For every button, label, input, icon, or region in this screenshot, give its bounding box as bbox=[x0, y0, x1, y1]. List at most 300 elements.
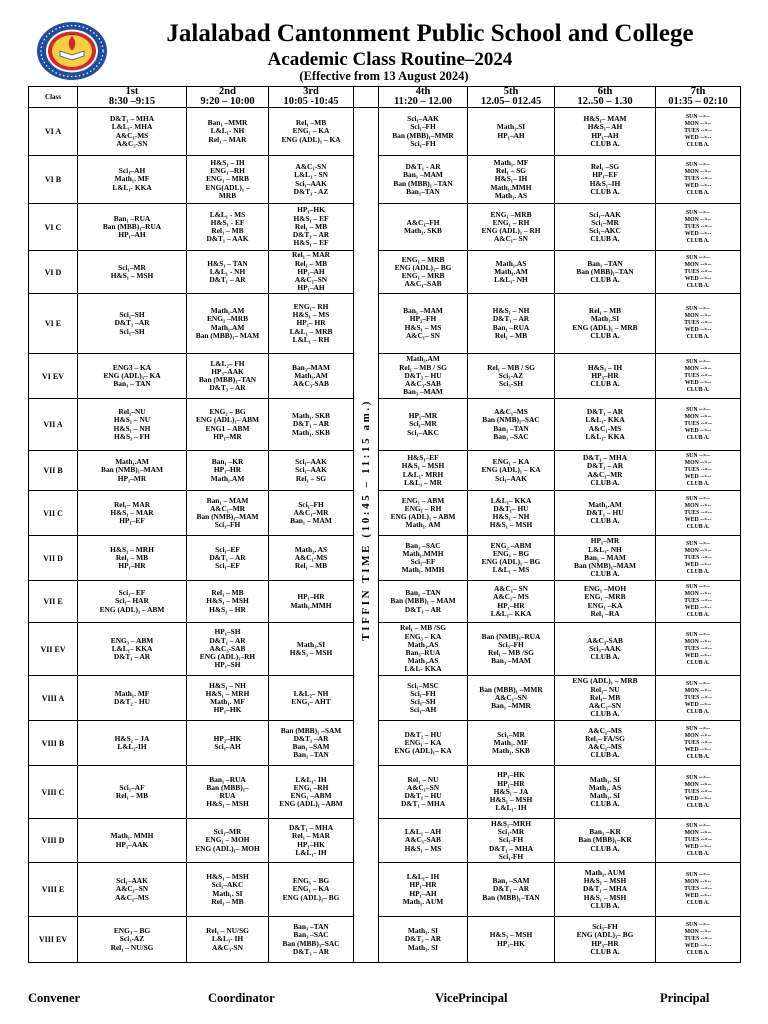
subject-teacher-entry: A&C₁–SN bbox=[115, 884, 149, 894]
subject-teacher-entry: L&L₁– KKA bbox=[111, 643, 153, 653]
subject-teacher-entry: H&S₁ – NH bbox=[113, 423, 151, 433]
subject-teacher-entry: Sci₁–EF bbox=[215, 561, 240, 571]
subject-teacher-entry: CLUB A. bbox=[590, 652, 620, 662]
period-cell bbox=[468, 108, 555, 156]
period-cell bbox=[379, 917, 468, 963]
period-cell bbox=[555, 819, 656, 863]
seventh-period-entry: MON --×-- bbox=[684, 732, 712, 739]
subject-teacher-entry: D&T₁ – MHA bbox=[400, 799, 446, 809]
subject-teacher-entry: MRB bbox=[218, 190, 237, 200]
period-cell bbox=[379, 156, 468, 204]
subject-teacher-entry: H&S₁ – IH bbox=[210, 157, 245, 167]
seventh-period-entry: CLUB A. bbox=[686, 386, 710, 393]
subject-teacher-entry: Math₁.SI bbox=[590, 314, 620, 324]
subject-teacher-entry: D&T₁ – AR bbox=[404, 604, 442, 614]
subject-teacher-entry: L&L₁ – MR bbox=[404, 477, 442, 487]
seventh-period-entry: TUES --×-- bbox=[684, 598, 712, 604]
subject-teacher-entry: CLUB A. bbox=[590, 234, 620, 244]
subject-teacher-entry: L&L₁ – MRB bbox=[289, 326, 333, 336]
subject-teacher-entry: H&S₁ – MRH bbox=[205, 688, 250, 698]
seventh-period-entry: SUN --×-- bbox=[685, 540, 711, 547]
period-cell bbox=[187, 581, 269, 623]
period-cell bbox=[269, 156, 354, 204]
subject-teacher-entry: Sci₁–MR bbox=[497, 729, 525, 739]
subject-teacher-entry: D&T₁ – AR bbox=[292, 419, 330, 429]
convener-signature-label: Convener bbox=[28, 991, 81, 1005]
subject-teacher-entry: Sci₁–EF bbox=[410, 557, 436, 566]
subject-teacher-entry: Ban (MBB)₁–RUA bbox=[102, 221, 162, 231]
subject-teacher-entry: Math₁. AS bbox=[588, 782, 622, 792]
subject-teacher-entry: Rel₁ – NU bbox=[407, 774, 439, 784]
subject-teacher-entry: Math₃.AM bbox=[406, 354, 440, 364]
class-name: VI A bbox=[29, 108, 78, 156]
subject-teacher-entry: D&T₁ – AR bbox=[492, 314, 530, 324]
subject-teacher-entry: L&L₁– KKA bbox=[490, 495, 532, 505]
seventh-period-entry: MON --×-- bbox=[684, 121, 712, 127]
seventh-period-entry: TUES --×-- bbox=[684, 467, 712, 473]
subject-teacher-entry: Ban (MBB)₁– bbox=[206, 782, 249, 792]
seventh-period-entry: CLUB A. bbox=[686, 802, 710, 809]
subject-teacher-entry: H&S₁ – MAR bbox=[110, 507, 154, 517]
class-name: VI E bbox=[29, 294, 78, 354]
seventh-period-entry: WED --×-- bbox=[684, 795, 712, 802]
subject-teacher-entry: A&C₁–MR bbox=[209, 503, 246, 513]
period-cell bbox=[269, 766, 354, 819]
subject-teacher-entry: Sci₁-FH bbox=[498, 851, 524, 861]
period-header bbox=[187, 87, 269, 108]
period-cell bbox=[187, 491, 269, 536]
period-cell bbox=[187, 251, 269, 294]
period-cell bbox=[468, 251, 555, 294]
routine-title: Academic Class Routine–2024 bbox=[267, 49, 513, 70]
subject-teacher-entry: Math₁. MF bbox=[114, 174, 150, 184]
period-cell bbox=[379, 863, 468, 917]
subject-teacher-entry: Ban (MBB)₁ –SAM bbox=[280, 725, 342, 735]
subject-teacher-entry: L&L₁ - NH bbox=[209, 266, 246, 276]
subject-teacher-entry: H&S₁–IH bbox=[589, 178, 621, 188]
subject-teacher-entry: A&C₁–MS bbox=[494, 407, 528, 417]
subject-teacher-entry: D&T₂ – HU bbox=[404, 729, 442, 739]
subject-teacher-entry: Ban₃ –KR bbox=[589, 827, 621, 837]
school-logo bbox=[36, 21, 108, 81]
subject-teacher-entry: Rel₁– MAR bbox=[113, 499, 151, 509]
period-cell bbox=[78, 354, 187, 399]
subject-teacher-entry: H&S₁ – MRH bbox=[110, 544, 154, 554]
subject-teacher-entry: L&L₂– NH bbox=[293, 688, 329, 698]
subject-teacher-entry: Sci₁–SH bbox=[410, 697, 436, 706]
subject-teacher-entry: Ban₁ –TAN bbox=[493, 423, 529, 433]
subject-teacher-entry: H&S₁ – NH bbox=[492, 306, 530, 316]
period-cell bbox=[78, 451, 187, 491]
subject-teacher-entry: Ban₁ – MAM bbox=[584, 552, 626, 562]
period-cell bbox=[269, 819, 354, 863]
subject-teacher-entry: L&L₁- KKA bbox=[585, 415, 625, 425]
subject-teacher-entry: Math₁. AS bbox=[294, 544, 328, 554]
subject-teacher-entry: CLUB A. bbox=[590, 900, 620, 910]
seventh-period-entry: SUN --×-- bbox=[685, 407, 711, 413]
seventh-period-entry: CLUB A. bbox=[686, 334, 710, 340]
subject-teacher-entry: CLUB A. bbox=[590, 477, 620, 487]
subject-teacher-entry: D&T₁ - AR bbox=[405, 162, 441, 172]
subject-teacher-entry: Sci₃-AZ bbox=[119, 934, 145, 944]
school-name: Jalalabad Cantonment Public School and College bbox=[166, 20, 694, 47]
subject-teacher-entry: A&C₂-SN bbox=[116, 138, 148, 148]
period-cell bbox=[78, 721, 187, 766]
period-time: 8:30 –9:15 bbox=[108, 96, 156, 107]
period-header bbox=[468, 87, 555, 108]
subject-teacher-entry: Ban₁ –MMR bbox=[491, 701, 531, 711]
subject-teacher-entry: HP₁–EF bbox=[592, 170, 618, 180]
subject-teacher-entry: A&C₃-SN bbox=[212, 942, 243, 952]
seventh-period-entry: MON --×-- bbox=[684, 591, 712, 597]
subject-teacher-entry: HP₁–MR bbox=[117, 473, 147, 483]
subject-teacher-entry: Math₁.AM bbox=[588, 499, 622, 509]
subject-teacher-entry: Math₃.AS bbox=[407, 656, 439, 666]
subject-teacher-entry: Sci₁–FH bbox=[410, 688, 436, 698]
class-row bbox=[29, 766, 741, 819]
subject-teacher-entry: Sci₁–AAK bbox=[295, 465, 327, 475]
subject-teacher-entry: ENG₁ – KA bbox=[292, 126, 330, 136]
subject-teacher-entry: L&L₁- IH bbox=[295, 774, 327, 784]
subject-teacher-entry: HP₁–MR bbox=[213, 431, 242, 441]
seventh-period-entry: MON --×-- bbox=[684, 879, 712, 885]
period-cell bbox=[187, 108, 269, 156]
seventh-period-entry: CLUB A. bbox=[686, 753, 710, 760]
seventh-period-cell bbox=[656, 623, 741, 676]
subject-teacher-entry: A&C₃-SAB bbox=[587, 635, 623, 645]
subject-teacher-entry: D&T₃ – AR bbox=[404, 934, 442, 944]
period-cell bbox=[468, 491, 555, 536]
seventh-period-entry: WED --×-- bbox=[684, 746, 712, 753]
seventh-period-entry: CLUB A. bbox=[686, 190, 710, 196]
subject-teacher-entry: Sci₁–FH bbox=[214, 520, 241, 530]
subject-teacher-entry: H&S₁ – MS bbox=[404, 843, 442, 853]
subject-teacher-entry: ENG (ADL)₃– KA bbox=[103, 370, 161, 380]
subject-teacher-entry: H&S₁– AH bbox=[587, 122, 623, 132]
subject-teacher-entry: Math₁.AS bbox=[495, 258, 527, 268]
seventh-period-cell bbox=[656, 294, 741, 354]
seventh-period-entry: WED --×-- bbox=[684, 230, 712, 237]
period-cell bbox=[269, 917, 354, 963]
period-time: 12.05– 012.45 bbox=[480, 96, 542, 107]
period-cell bbox=[468, 863, 555, 917]
subject-teacher-entry: A&C₁– MS bbox=[493, 592, 529, 602]
subject-teacher-entry: H&S₁ – EF bbox=[293, 213, 329, 223]
seventh-period-cell bbox=[656, 536, 741, 581]
subject-teacher-entry: Sci₁–MR bbox=[213, 827, 242, 837]
period-cell bbox=[555, 451, 656, 491]
period-cell bbox=[269, 451, 354, 491]
subject-teacher-entry: HP₁–HK bbox=[213, 705, 242, 715]
subject-teacher-entry: ENG₁ – KA bbox=[404, 737, 442, 747]
subject-teacher-entry: L&L₃- IH bbox=[211, 934, 244, 944]
subject-teacher-entry: CLUB A. bbox=[590, 330, 620, 340]
subject-teacher-entry: H&S₁ – NH bbox=[492, 512, 530, 521]
class-routine-table bbox=[28, 86, 741, 963]
period-cell bbox=[555, 721, 656, 766]
seventh-period-entry: TUES --×-- bbox=[684, 936, 712, 942]
subject-teacher-entry: Ban (MBB)₁– MAM bbox=[195, 330, 260, 340]
seventh-period-cell bbox=[656, 251, 741, 294]
seventh-period-entry: CLUB A. bbox=[686, 950, 710, 956]
subject-teacher-entry: Math₁. MF bbox=[114, 688, 150, 698]
subject-teacher-entry: CLUB A. bbox=[590, 799, 620, 809]
subject-teacher-entry: ENG₂ –ABM bbox=[490, 540, 532, 550]
seventh-period-cell bbox=[656, 491, 741, 536]
class-name: VI C bbox=[29, 204, 78, 251]
period-cell bbox=[78, 108, 187, 156]
subject-teacher-entry: A&C₁-MS bbox=[115, 130, 149, 140]
seventh-period-entry: WED --×-- bbox=[684, 474, 712, 480]
period-cell bbox=[468, 204, 555, 251]
seventh-period-entry: CLUB A. bbox=[686, 481, 710, 487]
subject-teacher-entry: D&T₂ - HU bbox=[114, 697, 150, 706]
subject-teacher-entry: D&T₁ – AR bbox=[209, 635, 246, 645]
subject-teacher-entry: RUA bbox=[219, 791, 236, 800]
seventh-period-entry: WED --×-- bbox=[684, 943, 712, 949]
subject-teacher-entry: Rel₁ – MB /SG bbox=[488, 648, 534, 657]
subject-teacher-entry: L&L₁- KKA bbox=[585, 431, 625, 441]
subject-teacher-entry: Sci₁–MR bbox=[591, 217, 619, 227]
seventh-period-entry: SUN --×-- bbox=[685, 872, 711, 878]
subject-teacher-entry: HP₃–HR bbox=[591, 938, 619, 948]
seventh-period-entry: SUN --×-- bbox=[685, 254, 711, 261]
subject-teacher-entry: ENG₁ – MRB bbox=[401, 254, 445, 264]
subject-teacher-entry: Ban₁–TAN bbox=[406, 186, 440, 196]
period-cell bbox=[187, 917, 269, 963]
subject-teacher-entry: ENG₁ – BG bbox=[292, 876, 330, 886]
subject-teacher-entry: ENG₁ – ABM bbox=[401, 495, 445, 505]
subject-teacher-entry: D&T₁ – HU bbox=[404, 791, 442, 800]
period-cell bbox=[555, 676, 656, 721]
seventh-period-cell bbox=[656, 354, 741, 399]
subject-teacher-entry: D&T₃ – AR bbox=[209, 383, 246, 393]
class-row bbox=[29, 721, 741, 766]
subject-teacher-entry: H&S₁ – MSH bbox=[489, 520, 533, 530]
subject-teacher-entry: Sci₁–AAK bbox=[589, 209, 621, 219]
subject-teacher-entry: Ban (MBB)₁–TAN bbox=[576, 266, 634, 276]
period-cell bbox=[468, 766, 555, 819]
subject-teacher-entry: ENG₁ – MOH bbox=[205, 835, 250, 845]
subject-teacher-entry: Sci₁– EF bbox=[118, 588, 146, 598]
subject-teacher-entry: HP₃–HR bbox=[591, 370, 619, 380]
subject-teacher-entry: Rel₁–NU bbox=[118, 407, 146, 417]
subject-teacher-entry: ENG₁ –MOH bbox=[583, 584, 627, 594]
seventh-period-entry: CLUB A. bbox=[686, 237, 710, 244]
period-cell bbox=[269, 294, 354, 354]
subject-teacher-entry: ENG (ADL)₁ – MRB bbox=[572, 676, 638, 686]
period-cell bbox=[187, 354, 269, 399]
seventh-period-entry: WED --×-- bbox=[684, 379, 712, 386]
period-time: 9:20 – 10:00 bbox=[200, 96, 255, 107]
period-cell bbox=[78, 399, 187, 451]
period-cell bbox=[269, 623, 354, 676]
subject-teacher-entry: H&S₁ – MS bbox=[292, 310, 330, 320]
subject-teacher-entry: Sci₁–AKC bbox=[407, 427, 439, 437]
subject-teacher-entry: L&L₁- IH bbox=[495, 803, 527, 813]
vice-principal-signature-label: VicePrincipal bbox=[435, 991, 508, 1005]
subject-teacher-entry: ENG₁ – RH bbox=[492, 217, 530, 227]
subject-teacher-entry: HP₁–HR bbox=[409, 880, 437, 890]
seventh-period-cell bbox=[656, 451, 741, 491]
period-time: 01:35 – 02:10 bbox=[668, 96, 728, 107]
subject-teacher-entry: HP₁–AAK bbox=[115, 839, 149, 849]
seventh-period-entry: TUES --×-- bbox=[684, 372, 712, 379]
subject-teacher-entry: Ban (MBB)₁ –TAN bbox=[393, 178, 453, 188]
period-cell bbox=[555, 491, 656, 536]
subject-teacher-entry: Ban (NMB)₁–MAM bbox=[574, 561, 636, 571]
routine-table-header bbox=[29, 87, 741, 108]
subject-teacher-entry: HP₁–SH bbox=[214, 660, 241, 670]
subject-teacher-entry: CLUB A. bbox=[590, 750, 620, 760]
class-name: VII A bbox=[29, 399, 78, 451]
subject-teacher-entry: D&T₁ – AR bbox=[492, 884, 530, 894]
period-cell bbox=[187, 721, 269, 766]
seventh-period-entry: TUES --×-- bbox=[684, 421, 712, 427]
subject-teacher-entry: Sci₁– HAR bbox=[115, 596, 149, 606]
subject-teacher-entry: Math₁. MF bbox=[493, 157, 529, 167]
subject-teacher-entry: D&T₁ – MHA bbox=[488, 843, 534, 853]
period-cell bbox=[187, 623, 269, 676]
subject-teacher-entry: Math₃. SI bbox=[407, 926, 439, 936]
effective-date: (Effective from 13 August 2024) bbox=[299, 69, 469, 83]
period-cell bbox=[269, 354, 354, 399]
class-name: VI D bbox=[29, 251, 78, 294]
subject-teacher-entry: Math₁.MMH bbox=[490, 182, 532, 192]
subject-teacher-entry: HP₁– HR bbox=[296, 318, 326, 328]
subject-teacher-entry: Sci₁–AH bbox=[118, 166, 146, 176]
subject-teacher-entry: ENG (ADL)₁– ABM bbox=[196, 415, 259, 425]
seventh-period-cell bbox=[656, 204, 741, 251]
tiffin-time-label: TIFFIN TIME (10:45 – 11:15 am.) bbox=[360, 398, 372, 641]
subject-teacher-entry: D&T₃ – AR bbox=[292, 946, 330, 956]
subject-teacher-entry: Ban₁ – MAM bbox=[290, 516, 332, 526]
class-row bbox=[29, 917, 741, 963]
subject-teacher-entry: D&T₁ – AR bbox=[586, 461, 624, 471]
seventh-period-entry: WED --×-- bbox=[684, 516, 712, 523]
subject-teacher-entry: L&L₁– KKA bbox=[490, 608, 532, 618]
seventh-period-entry: WED --×-- bbox=[684, 327, 712, 333]
seventh-period-entry: SUN --×-- bbox=[685, 306, 711, 312]
subject-teacher-entry: Sci₁–AH bbox=[214, 742, 241, 751]
period-cell bbox=[187, 399, 269, 451]
seventh-period-entry: MON --×-- bbox=[684, 929, 712, 935]
subject-teacher-entry: ENG (ADL)₁ – RH bbox=[481, 226, 541, 235]
subject-teacher-entry: Math₁.SI bbox=[496, 122, 526, 132]
class-column-header: Class bbox=[29, 87, 78, 108]
subject-teacher-entry: D&T₁ – AR bbox=[113, 652, 151, 662]
subject-teacher-entry: L&L₁- IH bbox=[295, 847, 327, 857]
class-name: VII E bbox=[29, 581, 78, 623]
subject-teacher-entry: H&S₃ – MSH bbox=[489, 930, 533, 940]
subject-teacher-entry: ENG (ADL)₁ – KA bbox=[481, 465, 541, 475]
subject-teacher-entry: Sci₁–FH bbox=[298, 499, 324, 509]
subject-teacher-entry: Sci₁–AAK bbox=[295, 457, 327, 467]
seventh-period-cell bbox=[656, 108, 741, 156]
class-row bbox=[29, 451, 741, 491]
seventh-period-entry: TUES --×-- bbox=[684, 320, 712, 326]
subject-teacher-entry: Ban₁ –RUA bbox=[113, 213, 151, 223]
subject-teacher-entry: Math₁.AM bbox=[210, 473, 245, 483]
subject-teacher-entry: Rel₁ – SG bbox=[295, 473, 327, 483]
subject-teacher-entry: Ban₁ –MMR bbox=[207, 118, 248, 128]
seventh-period-cell bbox=[656, 156, 741, 204]
subject-teacher-entry: H&S₁ – MSH bbox=[206, 799, 249, 809]
seventh-period-entry: CLUB A. bbox=[686, 900, 710, 906]
seventh-period-entry: CLUB A. bbox=[686, 282, 710, 289]
subject-teacher-entry: H&S₁ – JA bbox=[493, 786, 529, 796]
seventh-period-entry: SUN --×-- bbox=[685, 114, 711, 120]
period-cell bbox=[379, 451, 468, 491]
subject-teacher-entry: Math₁. SKB bbox=[292, 411, 330, 421]
subject-teacher-entry: HP₁–AH bbox=[591, 130, 619, 140]
period-cell bbox=[555, 204, 656, 251]
tiffin-break-cell bbox=[354, 108, 379, 963]
subject-teacher-entry: D&T₁ – AR bbox=[586, 407, 624, 417]
period-cell bbox=[555, 294, 656, 354]
subject-teacher-entry: Rel₁– NU bbox=[590, 684, 620, 694]
subject-teacher-entry: L&L₁ – RH bbox=[292, 334, 330, 344]
class-row bbox=[29, 156, 741, 204]
period-cell bbox=[468, 399, 555, 451]
period-cell bbox=[379, 294, 468, 354]
seventh-period-entry: WED --×-- bbox=[684, 605, 712, 611]
subject-teacher-entry: HP₁–HK bbox=[297, 839, 325, 849]
seventh-period-entry: TUES --×-- bbox=[684, 223, 712, 230]
subject-teacher-entry: Sci₁–AKC bbox=[211, 880, 244, 890]
subject-teacher-entry: ENG₃ – KA bbox=[404, 631, 442, 641]
period-cell bbox=[555, 581, 656, 623]
subject-teacher-entry: Math₁.AM bbox=[210, 306, 245, 316]
period-cell bbox=[379, 108, 468, 156]
subject-teacher-entry: Ban (NMB)₁–MAM bbox=[101, 465, 163, 475]
subject-teacher-entry: HP₁–EF bbox=[119, 516, 145, 526]
subject-teacher-entry: Rel₁– FA/SG bbox=[585, 733, 625, 743]
seventh-period-entry: WED --×-- bbox=[684, 135, 712, 141]
subject-teacher-entry: A&C₁-MS bbox=[294, 552, 328, 562]
subject-teacher-entry: ENG(ADL)₁ – bbox=[205, 182, 250, 192]
subject-teacher-entry: HP₂–HK bbox=[213, 733, 242, 743]
seventh-period-entry: SUN --×-- bbox=[685, 774, 711, 781]
seventh-period-entry: CLUB A. bbox=[686, 435, 710, 441]
subject-teacher-entry: Math₁. AUM bbox=[584, 867, 626, 877]
subject-teacher-entry: Rel₁ – MB bbox=[588, 306, 622, 316]
period-time: 10:05 -10:45 bbox=[283, 96, 339, 107]
subject-teacher-entry: Math₁.AM bbox=[494, 266, 528, 276]
seventh-period-entry: WED --×-- bbox=[684, 893, 712, 899]
subject-teacher-entry: ENG1 – ABM bbox=[205, 423, 250, 433]
period-cell bbox=[187, 156, 269, 204]
subject-teacher-entry: ENG₁ – RH bbox=[404, 503, 442, 513]
subject-teacher-entry: Math₃. SI bbox=[407, 942, 439, 952]
seventh-period-entry: WED --×-- bbox=[684, 844, 712, 850]
period-cell bbox=[468, 819, 555, 863]
subject-teacher-entry: ENG₁– RH bbox=[293, 301, 329, 311]
subject-teacher-entry: Ban₃ – TAN bbox=[113, 379, 151, 389]
subject-teacher-entry: D&T₁– HU bbox=[493, 503, 529, 513]
subject-teacher-entry: Rel₁ – NU/SG bbox=[206, 926, 249, 936]
subject-teacher-entry: H&S₁ – MSH bbox=[110, 271, 154, 280]
subject-teacher-entry: H&S₁– IH bbox=[494, 174, 528, 184]
seventh-period-cell bbox=[656, 676, 741, 721]
period-cell bbox=[379, 354, 468, 399]
subject-teacher-entry: D&T₁ - AZ bbox=[293, 186, 329, 196]
subject-teacher-entry: Math₁.AM bbox=[115, 457, 149, 467]
period-cell bbox=[379, 251, 468, 294]
subject-teacher-entry: A&C₁–SAB bbox=[404, 279, 442, 289]
subject-teacher-entry: H&S₂ – JA bbox=[114, 733, 150, 743]
seventh-period-cell bbox=[656, 766, 741, 819]
